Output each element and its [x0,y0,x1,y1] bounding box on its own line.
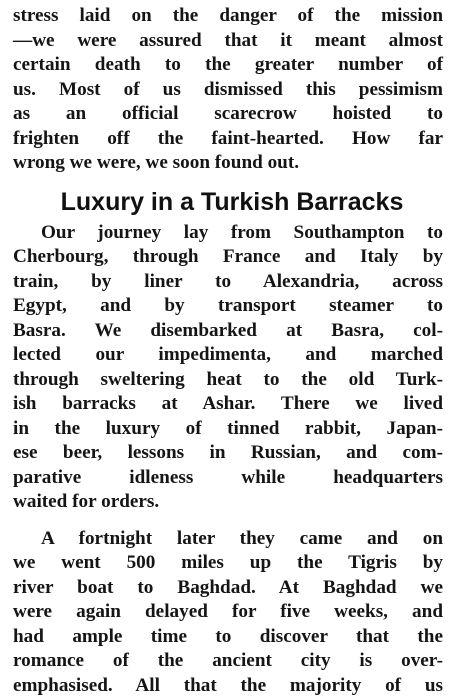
paragraph-3 [13,527,443,698]
text-line: emphasised. All that the majority of us [13,674,443,698]
text-line: ish barracks at Ashar. There we lived [13,392,443,417]
text-line: us. Most of us dismissed this pessimism [13,78,443,103]
paragraph-1 [13,4,443,176]
text-line: lected our impedimenta, and marched [13,343,443,368]
text-line: were again delayed for five weeks, and [13,600,443,625]
text-line: train, by liner to Alexandria, across [13,270,443,295]
text-line: waited for orders. [13,490,443,515]
text-line: as an official scarecrow hoisted to [13,102,443,127]
text-line: we went 500 miles up the Tigris by [13,551,443,576]
text-line: river boat to Baghdad. At Baghdad we [13,576,443,601]
section-heading: Luxury in a Turkish Barracks [13,187,443,217]
article-page [13,4,443,698]
text-line: romance of the ancient city is over- [13,649,443,674]
paragraph-2 [13,221,443,515]
text-line: Cherbourg, through France and Italy by [13,245,443,270]
text-line: had ample time to discover that the [13,625,443,650]
text-line: ese beer, lessons in Russian, and com- [13,441,443,466]
text-line: wrong we were, we soon found out. [13,151,443,176]
text-line: certain death to the greater number of [13,53,443,78]
text-line: A fortnight later they came and on [13,527,443,552]
text-line: Our journey lay from Southampton to [13,221,443,246]
text-line: —we were assured that it meant almost [13,29,443,54]
text-line: parative idleness while headquarters [13,466,443,491]
text-line: Basra. We disembarked at Basra, col- [13,319,443,344]
text-line: through sweltering heat to the old Turk- [13,368,443,393]
text-line: frighten off the faint-hearted. How far [13,127,443,152]
text-line: Egypt, and by transport steamer to [13,294,443,319]
text-line: in the luxury of tinned rabbit, Japan- [13,417,443,442]
text-line: stress laid on the danger of the mission [13,4,443,29]
